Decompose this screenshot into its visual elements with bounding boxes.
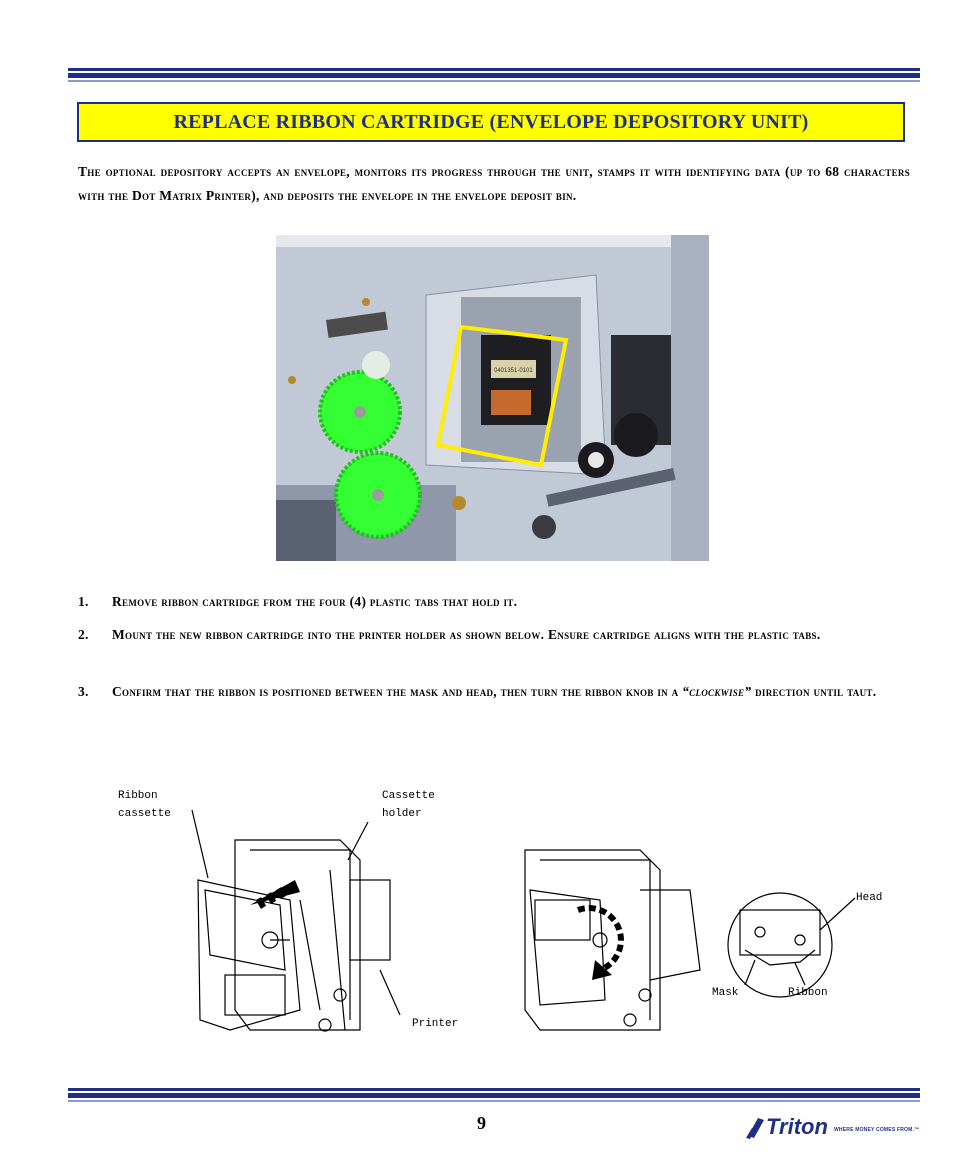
- section-title: REPLACE RIBBON CARTRIDGE (ENVELOPE DEPOSITORY UNIT): [173, 110, 809, 133]
- label-printer: Printer: [412, 1018, 459, 1030]
- label-cassette-holder-1: Cassette: [382, 790, 435, 802]
- label-ribbon-cassette-2: cassette: [118, 808, 171, 820]
- page-number: 9: [477, 1113, 486, 1133]
- step-3: 3. Confirm that the ribbon is positioned between the mask and head, then turn the ribbon knob in a “clockwise” direction until taut.: [78, 684, 877, 699]
- logo-tagline: WHERE MONEY COMES FROM.™: [834, 1127, 920, 1133]
- photo-cartridge-label: 0401351-0101: [494, 368, 533, 374]
- logo-wordmark: Triton: [766, 1114, 828, 1139]
- section-title-box: [77, 102, 905, 142]
- top-rule: [68, 68, 920, 82]
- intro-paragraph: The optional depository accepts an envelope, monitors its progress through the unit, stamps it with identifying data (up to 68 characters with the Dot Matrix Printer), and deposits the envelope in the envelope deposit bin.: [78, 164, 910, 203]
- depository-photo: [276, 235, 709, 561]
- label-mask: Mask: [712, 987, 739, 999]
- step-2: 2. Mount the new ribbon cartridge into the printer holder as shown below. Ensure cartridge aligns with the plastic tabs.: [78, 627, 821, 642]
- triton-logo: [746, 1114, 921, 1144]
- step-1: 1. Remove ribbon cartridge from the four (4) plastic tabs that hold it.: [78, 594, 518, 609]
- label-ribbon-cassette-1: Ribbon: [118, 790, 158, 802]
- cartridge-diagram: [100, 780, 900, 1050]
- label-ribbon: Ribbon: [788, 987, 828, 999]
- label-head: Head: [856, 892, 883, 904]
- label-cassette-holder-2: holder: [382, 808, 422, 820]
- bottom-rule: [68, 1088, 920, 1102]
- triton-emblem-icon: [746, 1116, 766, 1140]
